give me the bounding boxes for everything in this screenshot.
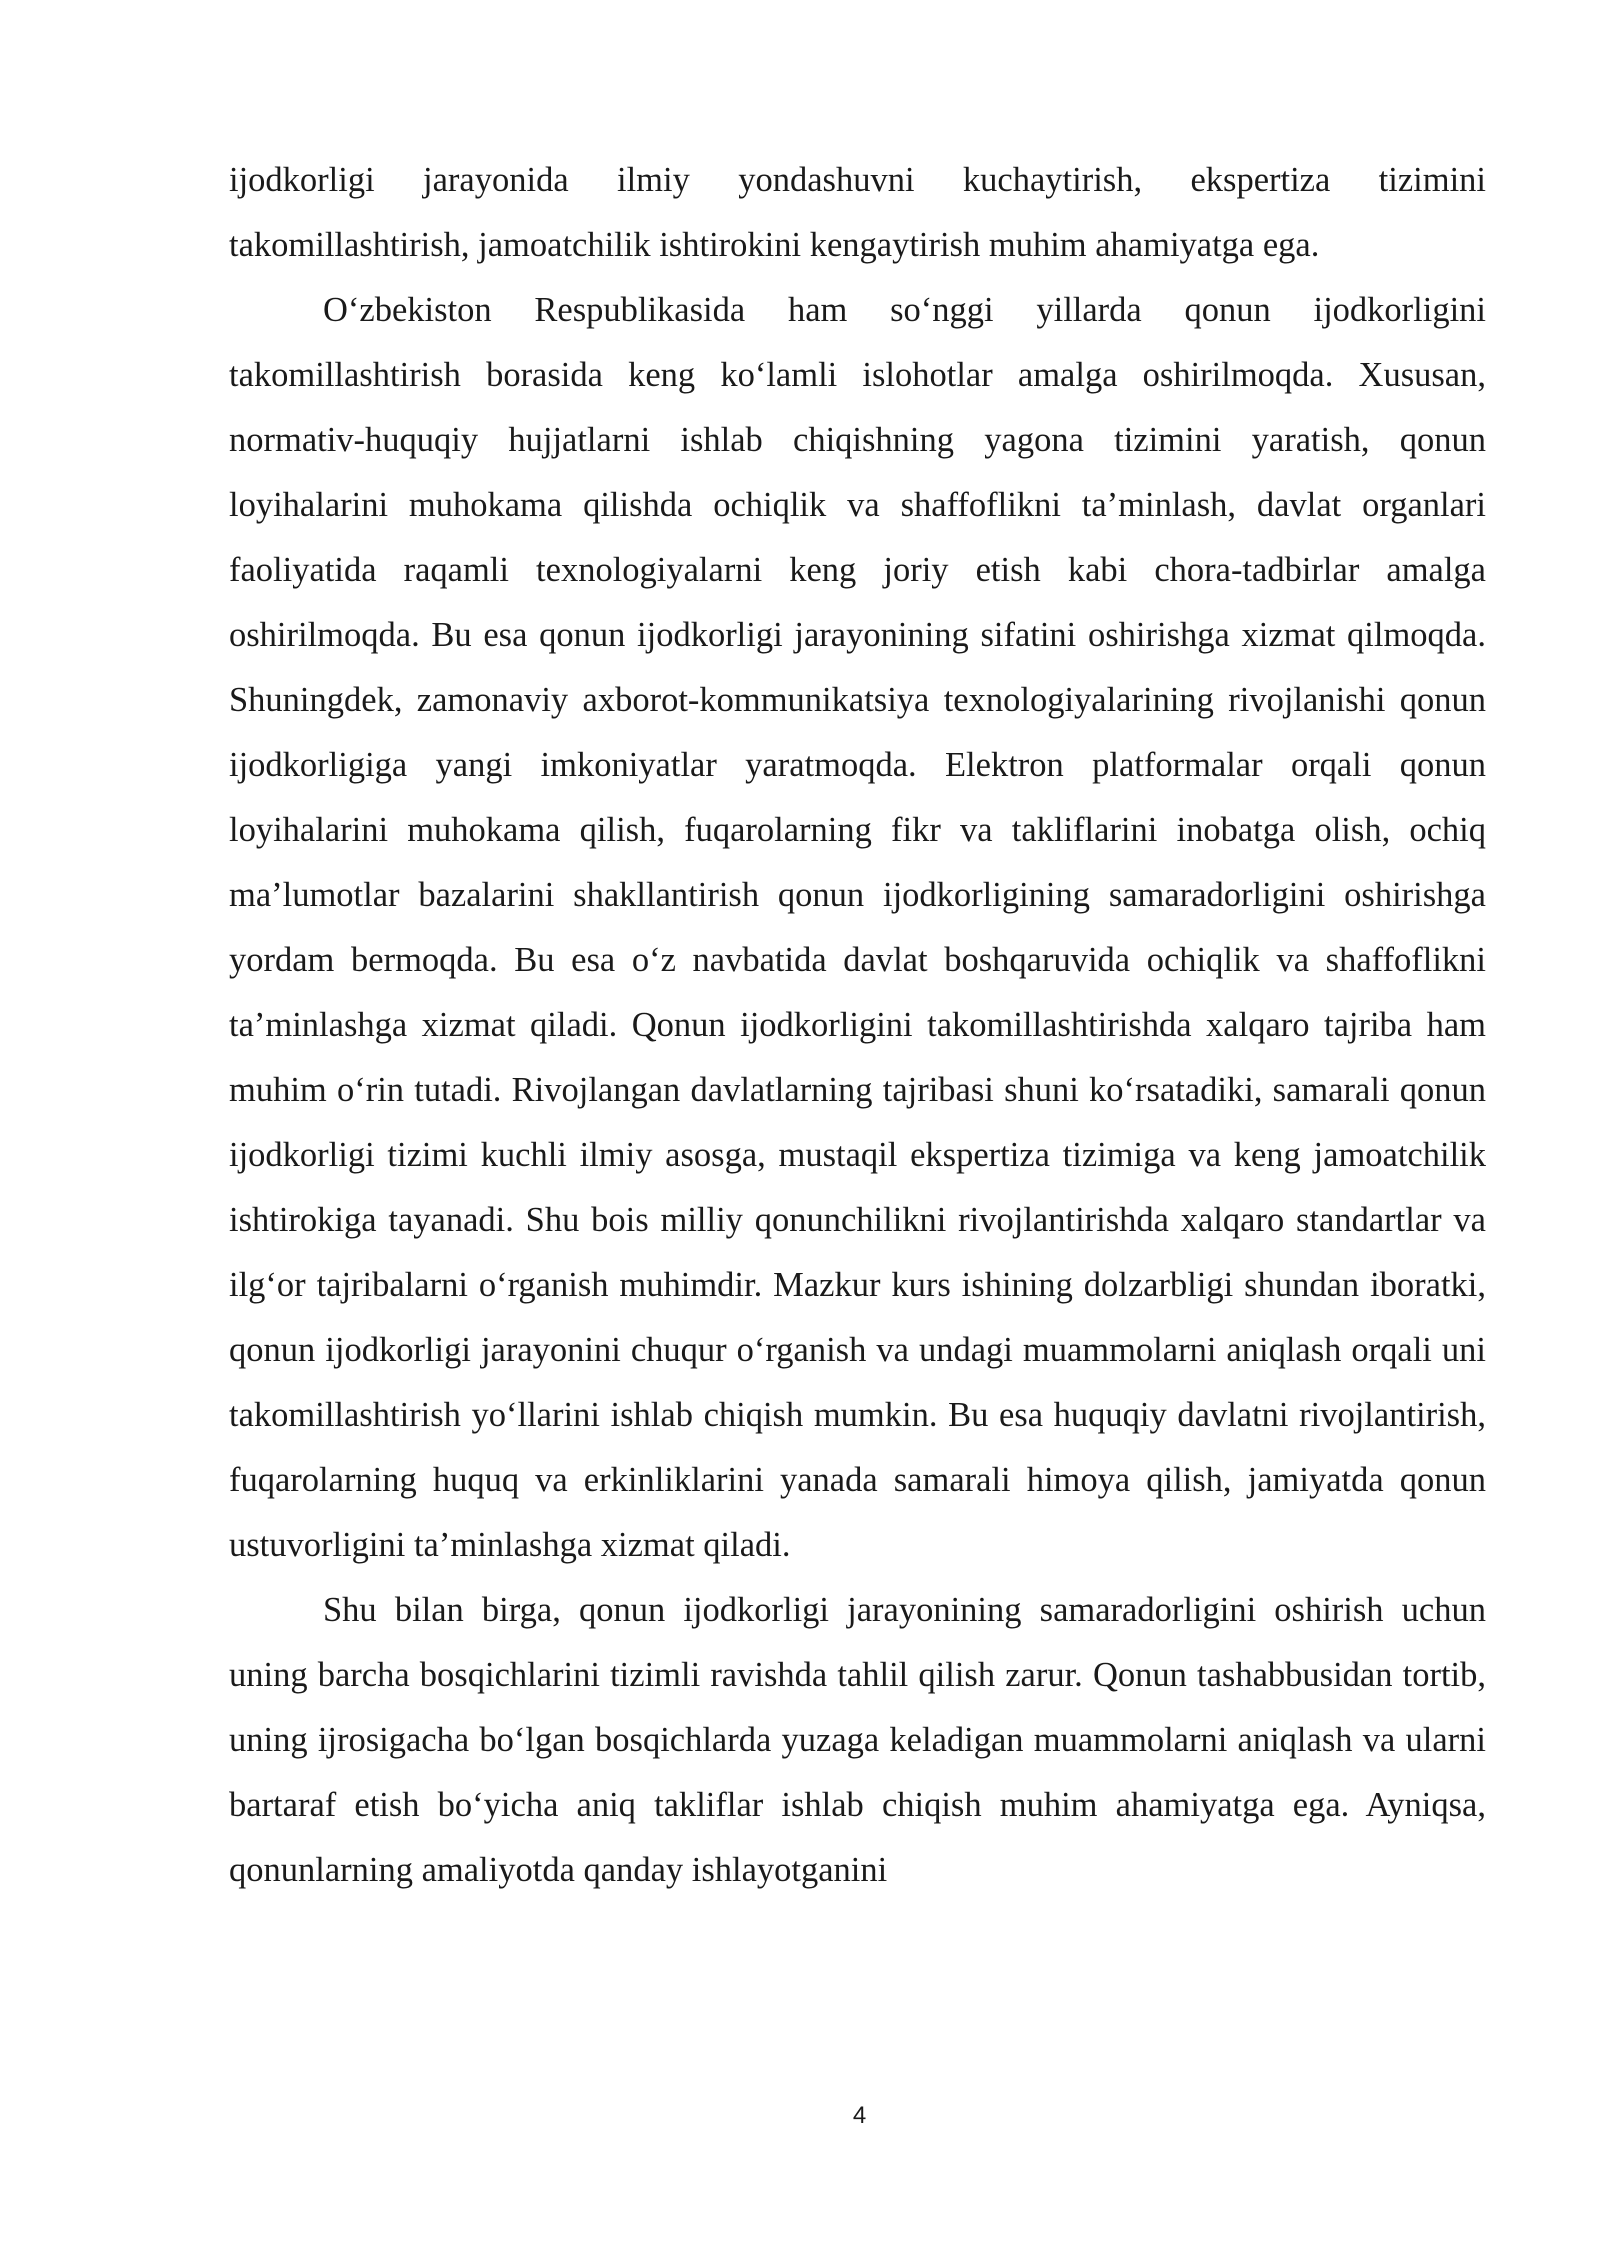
body-text	[229, 148, 1486, 1903]
paragraph-analysis: Shu bilan birga, qonun ijodkorligi jarayonining samaradorligini oshirish uchun uning barcha bosqichlarini tizimli ravishda tahlil qilish zarur. Qonun tashabbusidan tortib, uning ijrosigacha bo‘lgan bosqichlarda yuzaga keladigan muammolarni aniqlash va ularni bartaraf etish bo‘yicha aniq takliflar ishlab chiqish muhim ahamiyatga ega. Ayniqsa, qonunlarning amaliyotda qanday ishlayotganini	[229, 1591, 1486, 1889]
page-number: 4	[852, 2102, 867, 2129]
paragraph-reforms: O‘zbekiston Respublikasida ham so‘nggi yillarda qonun ijodkorligini takomillashtirish borasida keng ko‘lamli islohotlar amalga oshirilmoqda. Xususan, normativ-huquqiy hujjatlarni ishlab chiqishning yagona tizimini yaratish, qonun loyihalarini muhokama qilishda ochiqlik va shaffoflikni ta’minlash, davlat organlari faoliyatida raqamli texnologiyalarni keng joriy etish kabi chora-tadbirlar amalga oshirilmoqda. Bu esa qonun ijodkorligi jarayonining sifatini oshirishga xizmat qilmoqda. Shuningdek, zamonaviy axborot-kommunikatsiya texnologiyalarining rivojlanishi qonun ijodkorligiga yangi imkoniyatlar yaratmoqda. Elektron platformalar orqali qonun loyihalarini muhokama qilish, fuqarolarning fikr va takliflarini inobatga olish, ochiq ma’lumotlar bazalarini shakllantirish qonun ijodkorligining samaradorligini oshirishga yordam bermoqda. Bu esa o‘z navbatida davlat boshqaruvida ochiqlik va shaffoflikni ta’minlashga xizmat qiladi. Qonun ijodkorligini takomillashtirishda xalqaro tajriba ham muhim o‘rin tutadi. Rivojlangan davlatlarning tajribasi shuni ko‘rsatadiki, samarali qonun ijodkorligi tizimi kuchli ilmiy asosga, mustaqil ekspertiza tizimiga va keng jamoatchilik ishtirokiga tayanadi. Shu bois milliy qonunchilikni rivojlantirishda xalqaro standartlar va ilg‘or tajribalarni o‘rganish muhimdir. Mazkur kurs ishining dolzarbligi shundan iboratki, qonun ijodkorligi jarayonini chuqur o‘rganish va undagi muammolarni aniqlash orqali uni takomillashtirish yo‘llarini ishlab chiqish mumkin. Bu esa huquqiy davlatni rivojlantirish, fuqarolarning huquq va erkinliklarini yanada samarali himoya qilish, jamiyatda qonun ustuvorligini ta’minlashga xizmat qiladi.	[229, 291, 1486, 1564]
paragraph-continuation: ijodkorligi jarayonida ilmiy yondashuvni kuchaytirish, ekspertiza tizimini takomillashtirish, jamoatchilik ishtirokini kengaytirish muhim ahamiyatga ega.	[229, 161, 1486, 264]
